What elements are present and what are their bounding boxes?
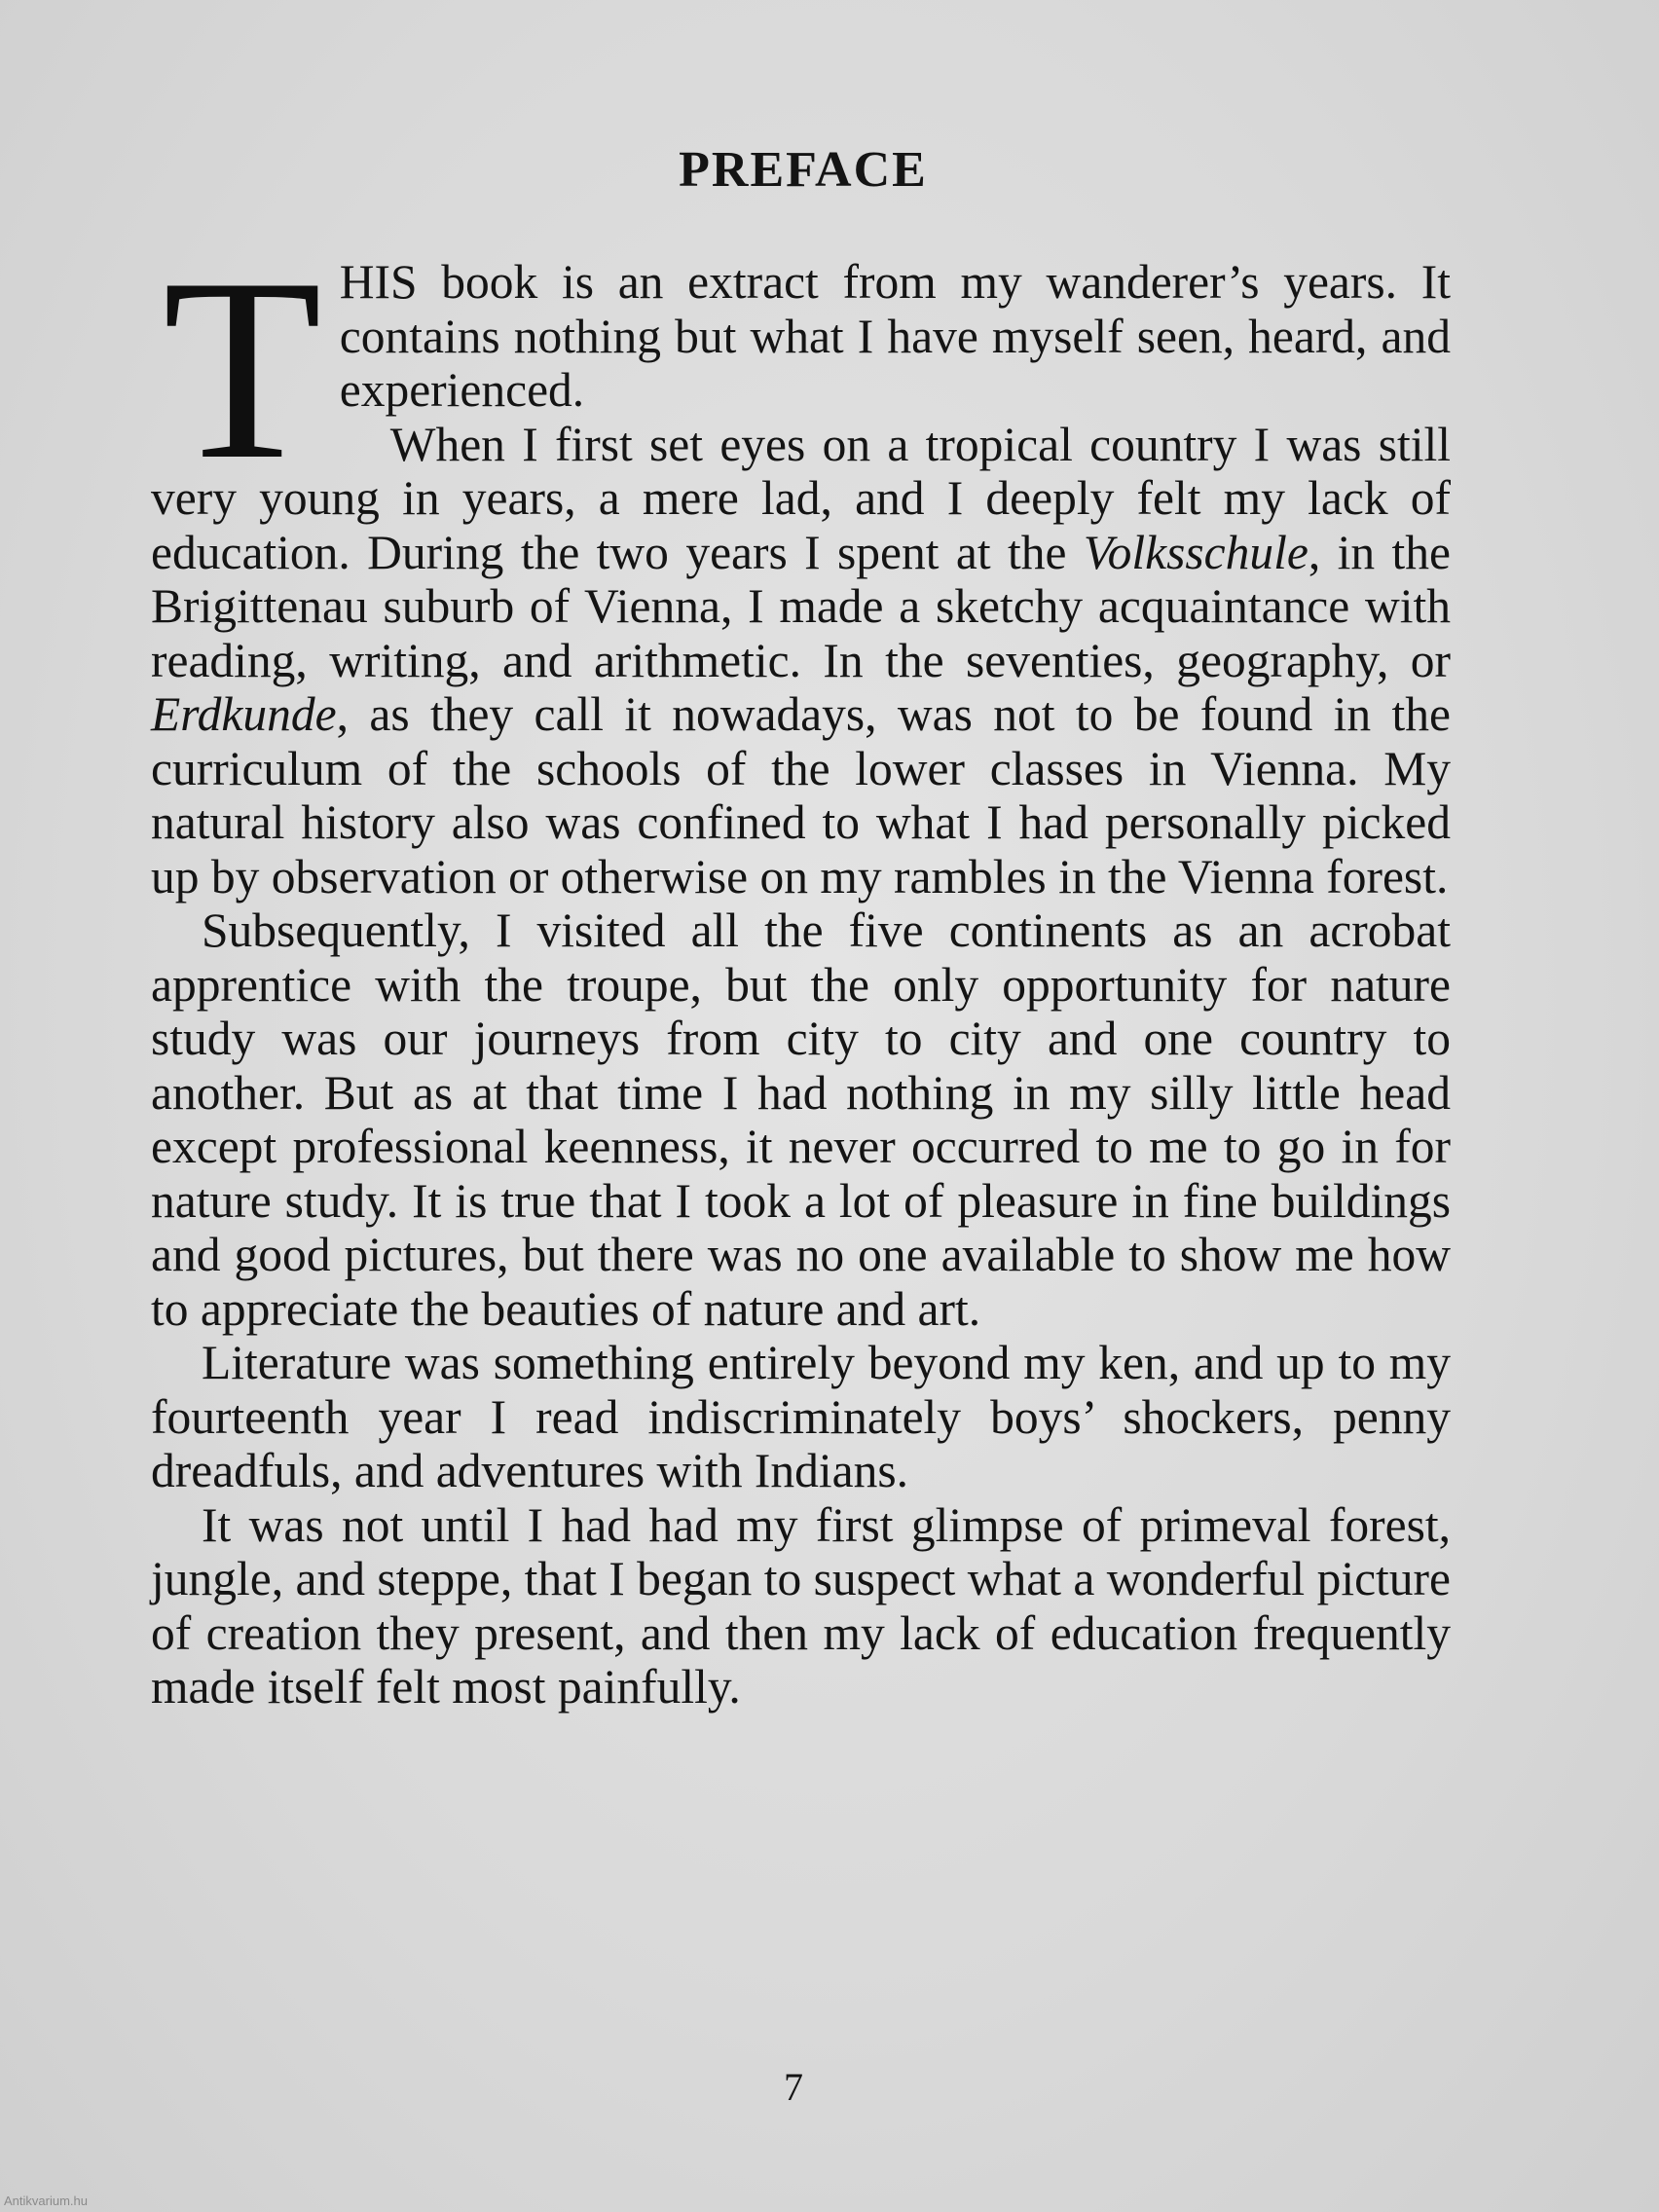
page-number: 7: [784, 2065, 803, 2109]
paragraph-text: It was not until I had had my first glimpse of primeval forest, jungle, and steppe, that I began to suspect what a wonderful picture of creation they present, and then my lack of education frequently made itself felt most painfully.: [151, 1497, 1451, 1714]
paragraph-text: HIS book is an extract from my wanderer’s years. It contains nothing but what I have myself seen, heard, and experienced.: [339, 255, 1451, 417]
paragraph-text: , in the Brigittenau suburb of Vienna, I made a sketchy acquaintance with reading, writing, and arithmetic. In the seventies, geography, or: [151, 525, 1451, 687]
paragraph-text: Subsequently, I visited all the five continents as an acrobat apprentice with the troupe, but the only opportunity for nature study was our journeys from city to city and one country to another. But as at that time I had nothing in my silly little head except professional keenness, it never occurred to me to go in for nature study. It is true that I took a lot of pleasure in fine buildings and good pictures, but there was no one available to show me how to appreciate the beauties of nature and art.: [151, 903, 1451, 1336]
italic-term: Erdkunde: [151, 687, 337, 741]
paragraph: [151, 1336, 1451, 1498]
watermark: Antikvarium.hu: [4, 2194, 88, 2208]
paragraph: [151, 1498, 1451, 1714]
preface-text: [151, 224, 1451, 1714]
italic-term: Volksschule: [1083, 525, 1309, 579]
paragraph-text: When I first set eyes on a tropical country I was still very young in years, a mere lad, and I deeply felt my lack of education. During the two years I spent at the: [151, 417, 1451, 579]
page-title: PREFACE: [679, 142, 928, 198]
paragraph: [151, 418, 1451, 904]
paragraph: [151, 903, 1451, 1336]
paragraph-text: , as they call it nowadays, was not to be found in the curriculum of the schools of the lower classes in Vienna. My natural history also was confined to what I had personally picked up by observation or otherwise on my rambles in the Vienna forest.: [151, 687, 1451, 903]
drop-cap: T: [163, 224, 322, 513]
paragraph-text: Literature was something entirely beyond my ken, and up to my fourteenth year I read indiscriminately boys’ shockers, penny dreadfuls, and adventures with Indians.: [151, 1336, 1451, 1497]
